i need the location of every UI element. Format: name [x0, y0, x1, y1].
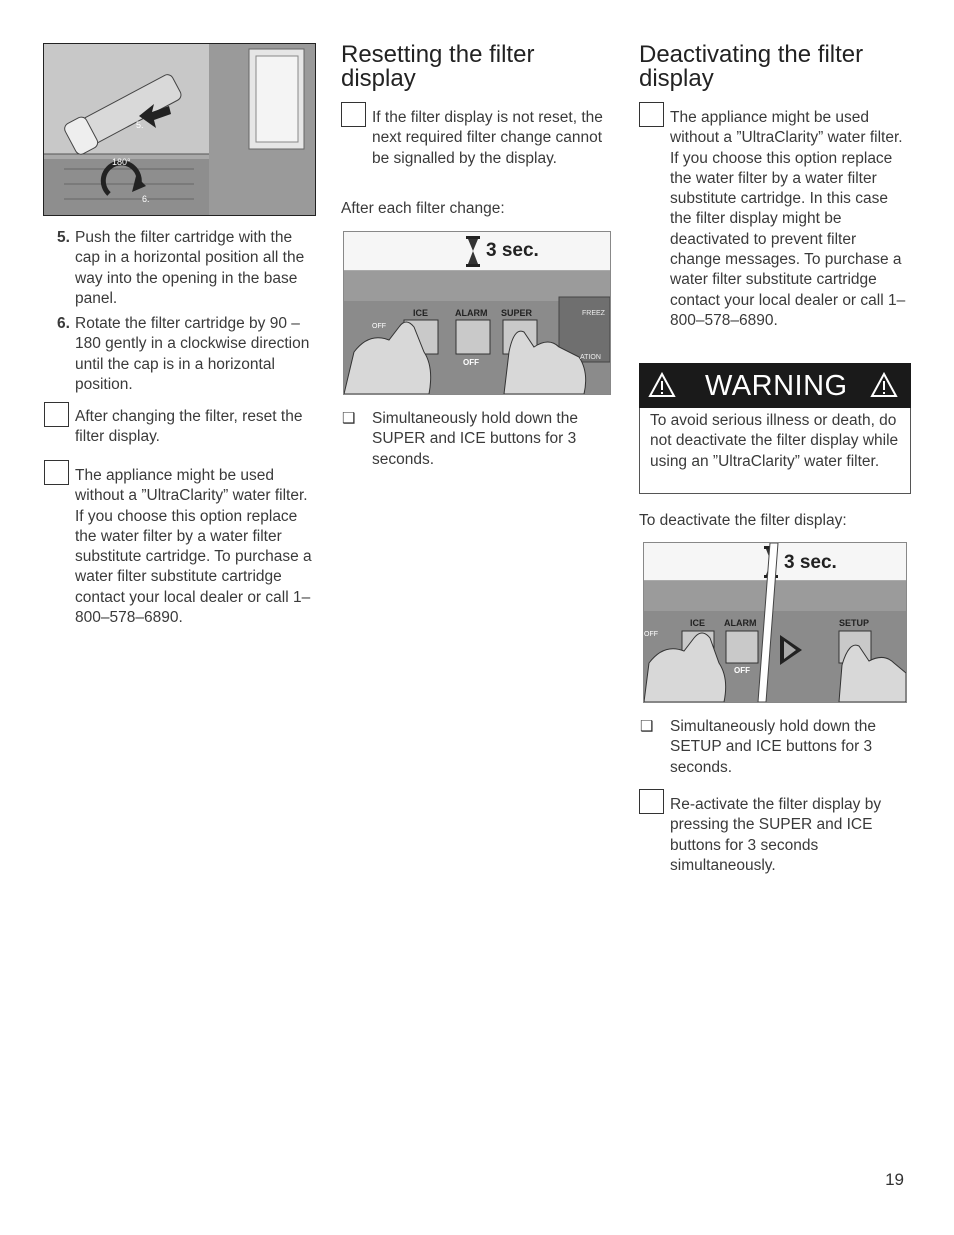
- checkbox-icon: ❑: [640, 718, 654, 735]
- step-5-text: Push the filter cartridge with the cap in a horizontal position all the way into the opening in the base panel.: [75, 229, 305, 307]
- alarm-button-label: ALARM: [455, 308, 488, 318]
- note-reactivate: Re-activate the filter display by pressing the SUPER and ICE buttons for 3 seconds simultaneously.: [670, 796, 882, 874]
- warning-triangle-icon: [648, 372, 676, 398]
- after-each-filter-change: After each filter change:: [341, 200, 505, 217]
- page-number: 19: [885, 1170, 904, 1189]
- instruction-hold-setup-ice: Simultaneously hold down the SETUP and ICE buttons for 3 seconds.: [670, 718, 876, 776]
- off-label-left: OFF: [372, 323, 386, 330]
- figure-label-6: 6.: [142, 194, 150, 204]
- filter-installation-figure: [43, 43, 316, 216]
- section-title-deactivating: Deactivating the filter display: [639, 41, 864, 92]
- figure-label-5: 5.: [136, 120, 144, 130]
- note-substitute-cartridge: The appliance might be used without a ”UltraClarity” water filter. If you choose this option replace the water filter by a water filter substitute cartridge. To purchase a water filter substitute cartridge contact your local dealer or call 1–800–578–6890.: [75, 467, 312, 627]
- note-deactivate-info: The appliance might be used without a ”UltraClarity” water filter. If you choose this option replace the water filter by a water filter substitute cartridge. In this case the filter display might be deactivated to prevent filter change messages. To purchase a water filter substitute cartridge contact your local dealer or call 1–800–578–6890.: [670, 109, 906, 329]
- off-label-alarm: OFF: [463, 358, 479, 367]
- warning-title: WARNING: [705, 370, 848, 402]
- off-label-left: OFF: [644, 631, 658, 638]
- warning-triangle-icon: [870, 372, 898, 398]
- warning-header: [639, 363, 911, 408]
- ation-label: ATION: [580, 354, 601, 361]
- super-button-label: SUPER: [501, 308, 533, 318]
- section-title-resetting: Resetting the filter display: [341, 41, 535, 92]
- step-6-text: Rotate the filter cartridge by 90 –180 gently in a clockwise direction until the cap is in a horizontal position.: [75, 315, 310, 393]
- note-box-icon: [44, 402, 69, 427]
- to-deactivate-label: To deactivate the filter display:: [639, 512, 847, 529]
- off-label-alarm: OFF: [734, 666, 750, 675]
- ice-button-label: ICE: [690, 618, 706, 628]
- warning-body: [639, 408, 911, 494]
- timer-label: 3 sec.: [784, 552, 837, 573]
- step-5-number: 5.: [57, 229, 70, 246]
- alarm-button-label: ALARM: [724, 618, 757, 628]
- control-panel-figure-reset: [343, 231, 611, 395]
- ice-button-label: ICE: [413, 308, 429, 318]
- setup-button-label: SETUP: [839, 618, 870, 628]
- note-box-icon: [341, 102, 366, 127]
- checkbox-icon: ❑: [342, 410, 356, 427]
- warning-text: To avoid serious illness or death, do not deactivate the filter display while using an ”UltraClarity” water filter.: [650, 412, 899, 470]
- note-reset-filter: After changing the filter, reset the filter display.: [75, 408, 303, 446]
- note-box-icon: [639, 789, 664, 814]
- instruction-hold-super-ice: Simultaneously hold down the SUPER and ICE buttons for 3 seconds.: [372, 410, 578, 468]
- figure-angle-label: 180°: [112, 157, 131, 167]
- note-box-icon: [44, 460, 69, 485]
- timer-label: 3 sec.: [486, 240, 539, 261]
- step-6-number: 6.: [57, 315, 70, 332]
- note-display-not-reset: If the filter display is not reset, the next required filter change cannot be signalled by the display.: [372, 109, 603, 167]
- freeze-label: FREEZ: [582, 310, 605, 317]
- hourglass-icon: [466, 236, 480, 267]
- control-panel-figure-deactivate: [643, 542, 907, 703]
- filter-installation-illustration: [44, 44, 315, 215]
- note-box-icon: [639, 102, 664, 127]
